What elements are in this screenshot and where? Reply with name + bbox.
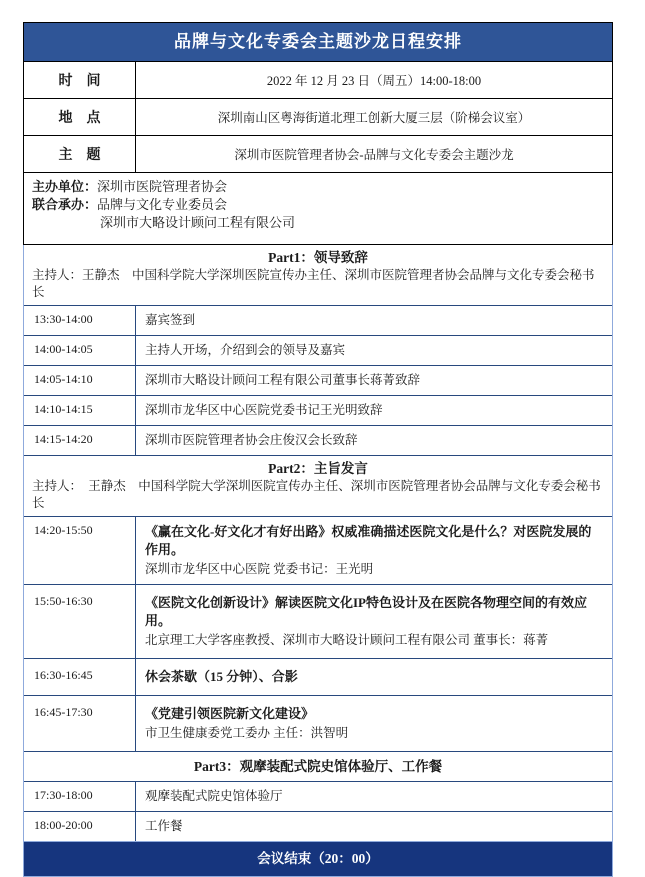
agenda-row	[24, 336, 612, 366]
part2-header	[24, 456, 612, 517]
agenda-desc: 深圳市龙华区中心医院党委书记王光明致辞	[145, 403, 383, 417]
part3-header: Part3：观摩装配式院史馆体验厅、工作餐	[24, 752, 612, 782]
talk-title: 《党建引领医院新文化建设》	[145, 706, 315, 721]
organizer-co-line	[32, 196, 604, 214]
agenda-time: 14:15-14:20	[24, 426, 136, 455]
header-section	[23, 22, 613, 245]
agenda-desc	[136, 696, 612, 751]
agenda-desc: 深圳市大略设计顾问工程有限公司董事长蒋菁致辞	[145, 373, 421, 387]
agenda-time: 15:50-16:30	[24, 585, 136, 658]
info-label-theme: 主 题	[24, 136, 136, 172]
agenda-time: 17:30-18:00	[24, 782, 136, 811]
agenda-time: 16:45-17:30	[24, 696, 136, 751]
agenda-desc	[136, 517, 612, 584]
organizer-co-value-2: 深圳市大略设计顾问工程有限公司	[100, 215, 296, 230]
organizers-block	[24, 173, 612, 244]
agenda-row	[24, 696, 612, 752]
break-label: 休会茶歇（15 分钟）、合影	[145, 669, 298, 684]
agenda-desc: 观摩装配式院史馆体验厅	[145, 789, 283, 803]
organizer-host-label: 主办单位：	[32, 179, 98, 194]
part1-host: 主持人：王静杰 中国科学院大学深圳医院宣传办主任、深圳市医院管理者协会品牌与文化专委会秘书长	[32, 268, 595, 299]
closing-banner: 会议结束（20：00）	[23, 842, 613, 877]
info-row-time	[24, 62, 612, 99]
agenda-desc: 主持人开场，介绍到会的领导及嘉宾	[145, 343, 346, 357]
part1-title: Part1：领导致辞	[268, 250, 368, 265]
info-value-theme: 深圳市医院管理者协会-品牌与文化专委会主题沙龙	[234, 148, 514, 162]
talk-title: 《医院文化创新设计》解读医院文化IP特色设计及在医院各物理空间的有效应用。	[145, 595, 588, 628]
agenda-row	[24, 396, 612, 426]
agenda-desc: 工作餐	[145, 819, 183, 833]
agenda-row	[24, 659, 612, 696]
agenda-time: 14:20-15:50	[24, 517, 136, 584]
organizer-host-line	[32, 178, 604, 196]
agenda-row	[24, 517, 612, 585]
talk-title: 《赢在文化-好文化才有好出路》权威准确描述医院文化是什么？对医院发展的作用。	[145, 524, 592, 557]
agenda-desc: 深圳市医院管理者协会庄俊汉会长致辞	[145, 433, 358, 447]
info-row-location	[24, 99, 612, 136]
document-title: 品牌与文化专委会主题沙龙日程安排	[24, 23, 612, 62]
agenda-time: 14:00-14:05	[24, 336, 136, 365]
talk-speaker: 北京理工大学客座教授、深圳市大略设计顾问工程有限公司 董事长：蒋菁	[145, 633, 549, 647]
part2-host: 主持人： 王静杰 中国科学院大学深圳医院宣传办主任、深圳市医院管理者协会品牌与文化专委会秘书长	[32, 479, 601, 510]
agenda-row	[24, 585, 612, 659]
agenda-time: 18:00-20:00	[24, 812, 136, 841]
organizer-co-line-2	[32, 214, 604, 232]
agenda-row	[24, 782, 612, 812]
agenda-desc: 嘉宾签到	[145, 313, 196, 327]
agenda-time: 14:10-14:15	[24, 396, 136, 425]
agenda-desc	[136, 659, 612, 695]
agenda-row	[24, 306, 612, 336]
info-row-theme	[24, 136, 612, 173]
agenda-time: 16:30-16:45	[24, 659, 136, 695]
talk-speaker: 市卫生健康委党工委办 主任：洪智明	[145, 726, 349, 740]
info-value-time: 2022 年 12 月 23 日（周五）14:00-18:00	[266, 74, 482, 88]
info-value-location: 深圳南山区粤海街道北理工创新大厦三层（阶梯会议室）	[217, 111, 531, 125]
info-label-location: 地 点	[24, 99, 136, 135]
agenda-row	[24, 366, 612, 396]
agenda-row	[24, 812, 612, 841]
part2-title: Part2：主旨发言	[268, 461, 368, 476]
agenda-time: 14:05-14:10	[24, 366, 136, 395]
agenda-time: 13:30-14:00	[24, 306, 136, 335]
agenda-section	[23, 245, 613, 842]
agenda-row	[24, 426, 612, 456]
agenda-desc	[136, 585, 612, 658]
talk-speaker: 深圳市龙华区中心医院 党委书记：王光明	[145, 562, 374, 576]
organizer-co-label: 联合承办：	[32, 197, 98, 212]
info-label-time: 时 间	[24, 62, 136, 98]
part1-header	[24, 245, 612, 306]
organizer-host-value: 深圳市医院管理者协会	[97, 179, 228, 194]
schedule-table	[23, 22, 613, 877]
organizer-co-value-1: 品牌与文化专业委员会	[97, 197, 228, 212]
